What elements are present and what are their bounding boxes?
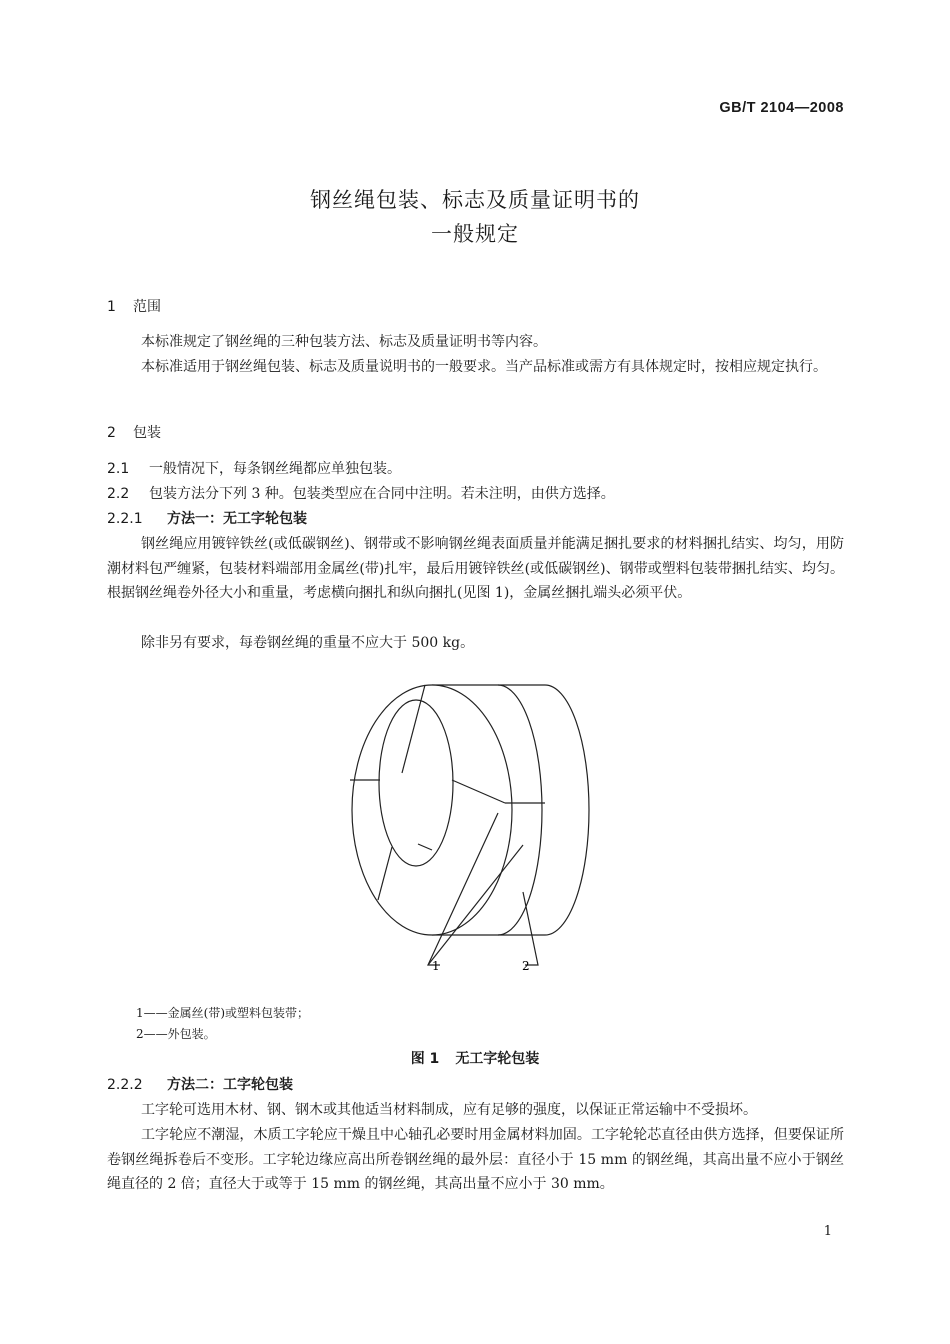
section-title: 包装 — [133, 425, 161, 441]
clause-number: 2.1 — [107, 461, 130, 477]
figure-number: 图 1 — [410, 1051, 440, 1067]
clause-2-2 — [107, 483, 615, 503]
clause-number: 2.2.2 — [107, 1077, 143, 1093]
clause-2-2-1-heading — [107, 508, 307, 528]
figure-legend-2: 2——外包装。 — [136, 1027, 216, 1041]
clause-text: 一般情况下，每条钢丝绳都应单独包装。 — [149, 461, 401, 477]
section-number: 2 — [107, 425, 116, 441]
clause-title: 方法二：工字轮包装 — [167, 1077, 293, 1093]
section-number: 1 — [107, 299, 116, 315]
clause-number: 2.2 — [107, 486, 130, 502]
clause-number: 2.2.1 — [107, 511, 143, 527]
clause-2-2-1-paragraph-1: 钢丝绳应用镀锌铁丝(或低碳钢丝)、钢带或不影响钢丝绳表面质量并能满足捆扎要求的材料捆扎结实、均匀，用防潮材料包严缠紧，包装材料端部用金属丝(带)扎牢，最后用镀锌铁丝(或低碳钢丝)、钢带或塑料包装带捆扎结实、均匀。根据钢丝绳卷外径大小和重量，考虑横向捆扎和纵向捆扎(见图 1)，金属丝捆扎端头必须平伏。 — [107, 536, 844, 601]
section-1-paragraph-2: 本标准适用于钢丝绳包装、标志及质量说明书的一般要求。当产品标准或需方有具体规定时，按相应规定执行。 — [141, 359, 827, 375]
section-2-heading — [107, 422, 161, 442]
section-1-heading — [107, 296, 161, 316]
clause-text: 包装方法分下列 3 种。包装类型应在合同中注明。若未注明，由供方选择。 — [149, 486, 615, 502]
clause-2-1 — [107, 458, 401, 478]
page-number: 1 — [823, 1224, 832, 1239]
clause-2-2-2-paragraph-2: 工字轮应不潮湿，木质工字轮应干燥且中心轴孔必要时用金属材料加固。工字轮轮芯直径由供方选择，但要保证所卷钢丝绳拆卷后不变形。工字轮边缘应高出所卷钢丝绳的最外层：直径小于 15 mm 的钢丝绳，其高出量不应小于钢丝绳直径的 2 倍；直径大于或等于 15 mm 的钢丝绳，其高出量不应小于 30 mm。 — [107, 1127, 844, 1192]
figure-label-1: 1 — [432, 959, 440, 973]
document-title-line2: 一般规定 — [431, 222, 519, 246]
figure-1-caption — [0, 1048, 950, 1068]
figure-label-2: 2 — [522, 959, 530, 973]
clause-2-2-2-paragraph-1: 工字轮可选用木材、钢、钢木或其他适当材料制成，应有足够的强度，以保证正常运输中不受损坏。 — [141, 1102, 757, 1118]
coil-front-outer-edge — [352, 685, 512, 935]
section-1-paragraph-1: 本标准规定了钢丝绳的三种包装方法、标志及质量证明书等内容。 — [141, 334, 547, 350]
document-title-line1: 钢丝绳包装、标志及质量证明书的 — [310, 188, 640, 212]
clause-2-2-1-paragraph-2: 除非另有要求，每卷钢丝绳的重量不应大于 500 kg。 — [141, 635, 475, 651]
figure-legend-1: 1——金属丝(带)或塑料包装带； — [136, 1006, 309, 1020]
clause-2-2-2-heading — [107, 1074, 293, 1094]
figure-1-coil-drawing — [340, 660, 600, 980]
section-title: 范围 — [133, 299, 161, 315]
clause-title: 方法一：无工字轮包装 — [167, 511, 307, 527]
figure-caption-text: 无工字轮包装 — [455, 1051, 540, 1067]
standard-code: GB/T 2104—2008 — [719, 100, 844, 116]
leader-line-2 — [523, 892, 538, 965]
